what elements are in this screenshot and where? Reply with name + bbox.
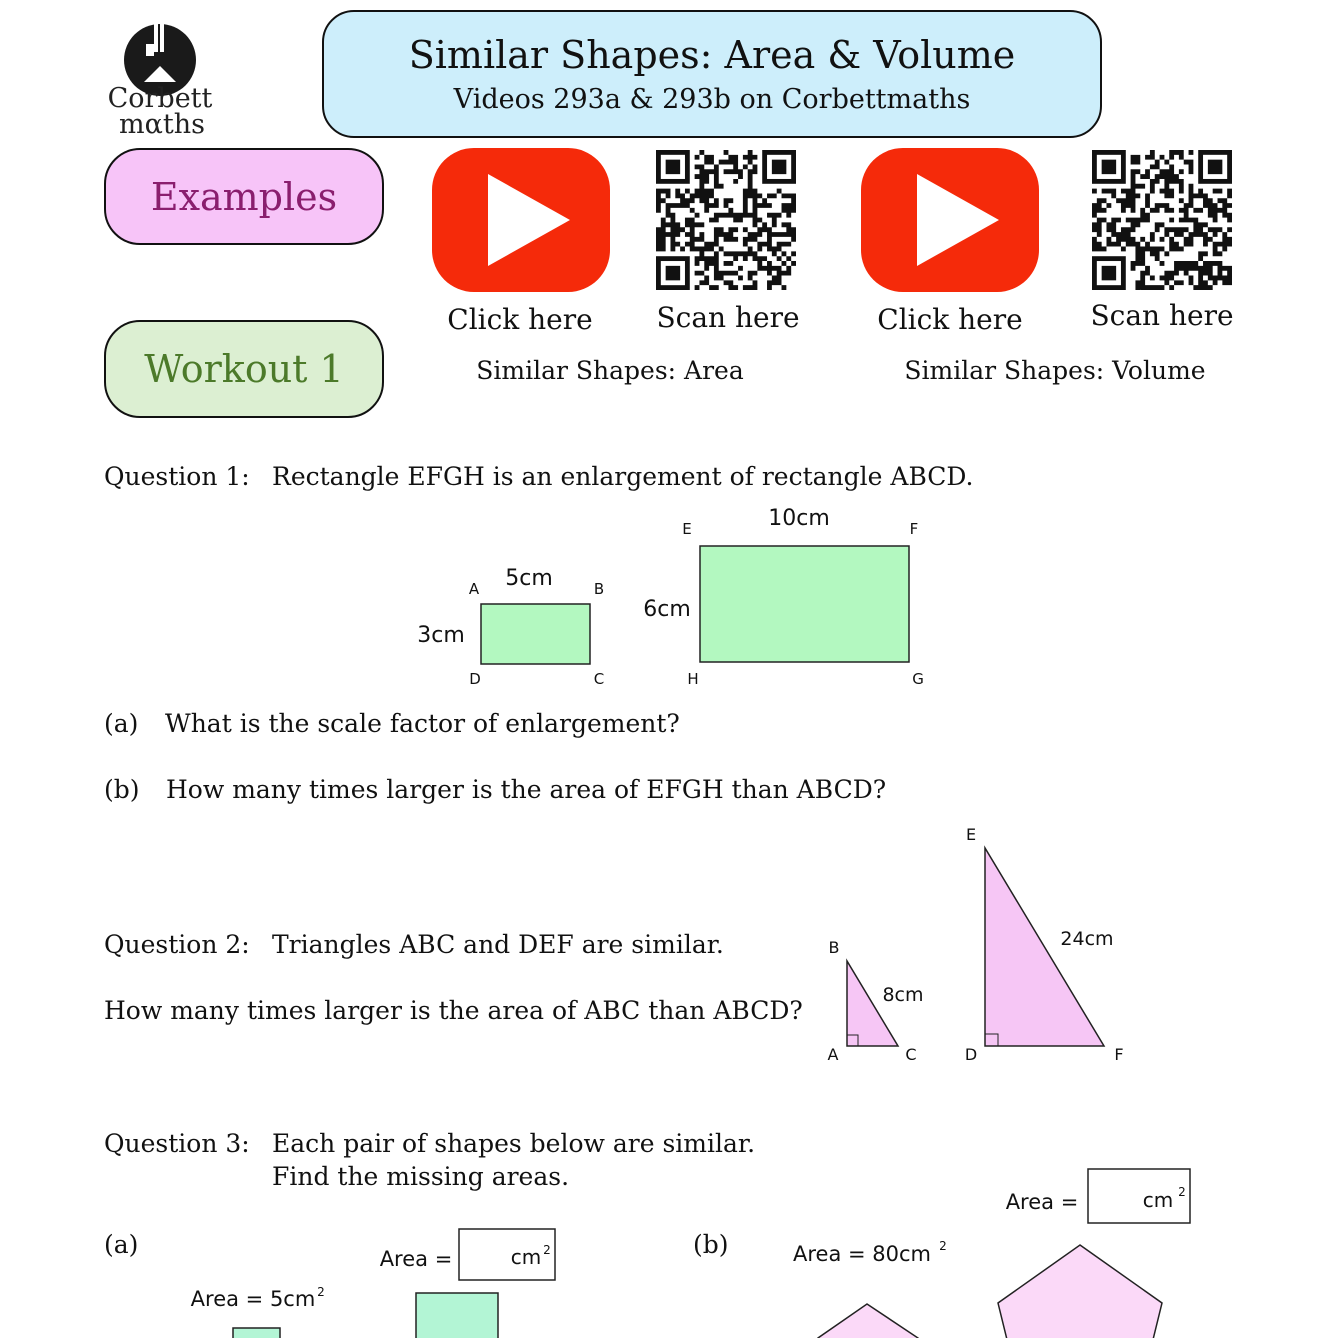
vertex-label: A	[827, 1045, 839, 1064]
rect-efgh-side-label: 6cm	[643, 597, 691, 622]
area-prefix: Area =	[379, 1247, 453, 1271]
area-unit-sup: 2	[1178, 1185, 1186, 1199]
question-3-line-2: Find the missing areas.	[272, 1162, 570, 1191]
large-pentagon	[998, 1245, 1162, 1338]
triangle-abc-hyp-label: 8cm	[882, 984, 924, 1006]
vertex-label: A	[468, 580, 480, 598]
question-1-text: Rectangle EFGH is an enlargement of rectangle ABCD.	[272, 462, 974, 491]
area-unit: cm	[510, 1245, 542, 1269]
given-area-sup: 2	[317, 1285, 325, 1299]
question-3b-label: (b)	[693, 1230, 729, 1259]
scan-here-label: Scan here	[656, 301, 800, 334]
triangle-abc	[828, 938, 924, 1064]
area-unit-sup: 2	[543, 1243, 551, 1257]
small-square	[233, 1328, 280, 1338]
vertex-label: H	[687, 670, 699, 688]
question-3a-label: (a)	[104, 1230, 139, 1259]
area-unit: cm	[1142, 1188, 1174, 1212]
vertex-label: G	[912, 670, 924, 688]
rectangle-efgh	[643, 506, 924, 688]
question-1a-label: (a)	[104, 709, 139, 738]
video-title-volume: Similar Shapes: Volume	[904, 356, 1206, 385]
vertex-label: E	[682, 520, 692, 538]
question-1-number: Question 1:	[104, 462, 250, 491]
large-square	[416, 1293, 498, 1338]
question-3b-figure	[793, 1169, 1190, 1338]
question-1a-text: What is the scale factor of enlargement?	[165, 709, 680, 738]
vertex-label: B	[828, 938, 840, 957]
click-here-link[interactable]: Click here	[447, 303, 593, 336]
question-2-text: Triangles ABC and DEF are similar.	[272, 930, 724, 959]
rect-abcd-top-label: 5cm	[505, 566, 553, 591]
examples-button[interactable]: Examples	[104, 148, 384, 245]
vertex-label: D	[964, 1045, 978, 1064]
vertex-label: D	[469, 670, 481, 688]
answer-box[interactable]	[1088, 1169, 1190, 1223]
given-area: Area = 80cm	[793, 1242, 931, 1266]
question-3-line-1: Each pair of shapes below are similar.	[272, 1129, 756, 1158]
workout-1-button[interactable]: Workout 1	[104, 320, 384, 418]
question-1b-text: How many times larger is the area of EFGH than ABCD?	[166, 775, 887, 804]
rect-efgh-top-label: 10cm	[768, 506, 830, 531]
question-3-number: Question 3:	[104, 1129, 250, 1158]
given-area: Area = 5cm	[190, 1287, 316, 1311]
click-here-link[interactable]: Click here	[877, 303, 1023, 336]
rectangle-abcd	[417, 566, 604, 688]
question-1b-label: (b)	[104, 775, 140, 804]
vertex-label: C	[593, 670, 605, 688]
scan-here-label: Scan here	[1090, 299, 1234, 332]
triangle-def-hyp-label: 24cm	[1060, 928, 1114, 950]
question-3a-figure	[191, 1229, 555, 1338]
vertex-label: E	[965, 825, 977, 844]
question-2-number: Question 2:	[104, 930, 250, 959]
page-subtitle: Videos 293a & 293b on Corbettmaths	[453, 84, 971, 115]
vertex-label: C	[905, 1045, 917, 1064]
rect-abcd-side-label: 3cm	[417, 623, 465, 648]
video-title-area: Similar Shapes: Area	[476, 356, 744, 385]
vertex-label: F	[1114, 1045, 1124, 1064]
vertex-label: F	[909, 520, 919, 538]
small-pentagon	[818, 1304, 918, 1338]
page-title: Similar Shapes: Area & Volume	[408, 33, 1016, 77]
logo-text-maths: mαths	[119, 109, 205, 140]
logo-text-corbett: Corbett	[107, 83, 213, 114]
question-2-subtext: How many times larger is the area of ABC than ABCD?	[104, 996, 803, 1025]
given-area-sup: 2	[939, 1239, 947, 1253]
area-prefix: Area =	[1005, 1190, 1079, 1214]
triangle-def	[965, 825, 1124, 1064]
vertex-label: B	[593, 580, 605, 598]
